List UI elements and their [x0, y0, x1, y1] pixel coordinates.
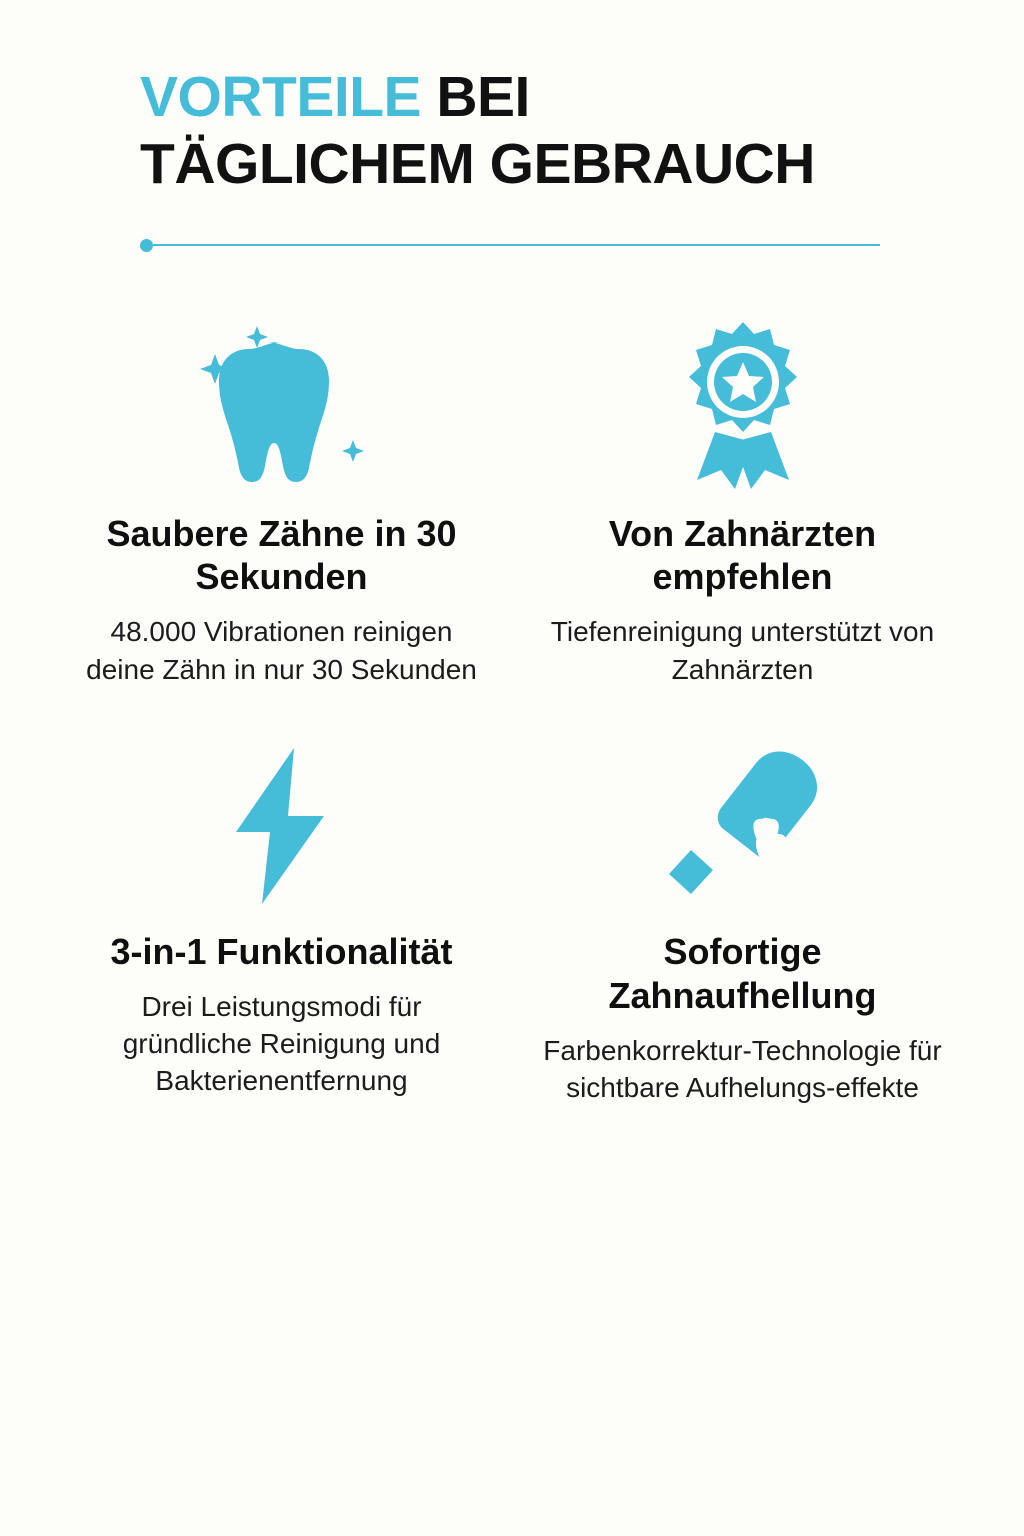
benefit-card-dentist-recommended [517, 318, 968, 688]
benefit-description: Drei Leistungsmodi für gründliche Reinigung und Bakterienentfernung [122, 990, 441, 1097]
tooth-sparkle-icon [187, 320, 377, 495]
benefit-title: 3-in-1 Funktionalität [110, 930, 453, 972]
lightning-bolt-icon [222, 746, 342, 906]
divider [140, 239, 928, 252]
benefit-description: Farbenkorrektur-Technologie für sichtbare Aufhelungs-effekte [543, 1034, 942, 1103]
benefit-icon-wrapper [653, 318, 833, 498]
page-title-rest: BEI [421, 65, 530, 129]
award-ribbon-star-icon [653, 320, 833, 495]
divider-dot-icon [140, 239, 153, 252]
benefit-card-clean-teeth [56, 318, 507, 688]
benefit-card-instant-whitening [517, 736, 968, 1106]
benefit-icon-wrapper [655, 736, 830, 916]
benefit-title: Saubere Zähne in 30 Sekunden [106, 512, 457, 598]
benefit-title: Sofortige Zahnaufhellung [608, 930, 877, 1016]
header [0, 0, 1024, 252]
benefits-grid [0, 318, 1024, 1107]
benefit-description: Tiefenreinigung unterstützt von Zahnärzten [550, 616, 935, 685]
benefit-description: 48.000 Vibrationen reinigen deine Zähn in nur 30 Sekunden [86, 616, 477, 685]
page-title-accent: VORTEILE [140, 65, 422, 129]
page-title-line2: TÄGLICHEM GEBRAUCH [140, 132, 815, 197]
benefit-card-three-in-one [56, 736, 507, 1106]
benefit-title: Von Zahnärzten empfehlen [608, 512, 877, 598]
divider-line [153, 244, 880, 246]
benefit-icon-wrapper [187, 318, 377, 498]
benefit-icon-wrapper [222, 736, 342, 916]
page-title [140, 64, 928, 199]
toothpaste-tube-icon [655, 746, 830, 906]
